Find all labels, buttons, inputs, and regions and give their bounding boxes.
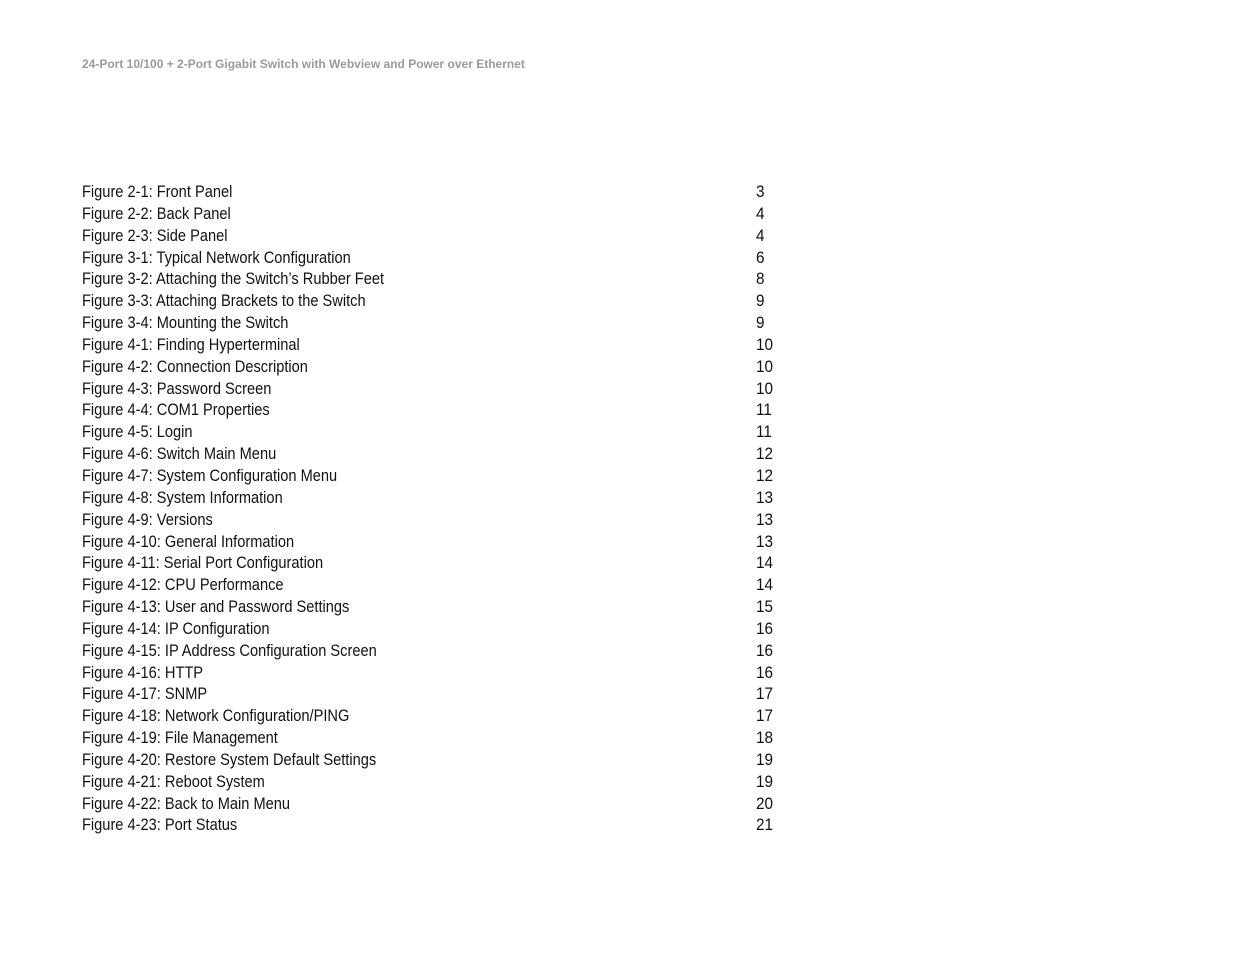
list-item bbox=[82, 203, 802, 225]
figure-page-number: 4 bbox=[756, 225, 765, 245]
figure-title: Figure 4-14: IP Configuration bbox=[82, 618, 270, 638]
figure-page-number: 9 bbox=[756, 291, 765, 311]
figure-title: Figure 4-3: Password Screen bbox=[82, 378, 272, 398]
figure-title: Figure 3-1: Typical Network Configuration bbox=[82, 247, 351, 267]
figure-title: Figure 4-5: Login bbox=[82, 422, 193, 442]
figure-page-number: 16 bbox=[756, 640, 774, 660]
figure-title: Figure 4-12: CPU Performance bbox=[82, 575, 284, 595]
figure-title: Figure 4-22: Back to Main Menu bbox=[82, 793, 291, 813]
figure-title: Figure 4-18: Network Configuration/PING bbox=[82, 706, 350, 726]
figure-page-number: 14 bbox=[756, 553, 774, 573]
figure-title: Figure 4-7: System Configuration Menu bbox=[82, 465, 338, 485]
list-item bbox=[82, 531, 802, 553]
figure-page-number: 15 bbox=[756, 597, 774, 617]
figure-title: Figure 4-15: IP Address Configuration Screen bbox=[82, 640, 377, 660]
figure-title: Figure 3-3: Attaching Brackets to the Switch bbox=[82, 291, 366, 311]
figure-page-number: 20 bbox=[756, 793, 774, 813]
figure-page-number: 12 bbox=[756, 465, 774, 485]
figure-page-number: 13 bbox=[756, 531, 774, 551]
figure-page-number: 11 bbox=[756, 422, 772, 442]
list-item bbox=[82, 268, 802, 290]
list-item bbox=[82, 509, 802, 531]
figure-page-number: 13 bbox=[756, 509, 774, 529]
figure-title: Figure 3-4: Mounting the Switch bbox=[82, 313, 289, 333]
figure-page-number: 12 bbox=[756, 444, 774, 464]
figure-title: Figure 4-16: HTTP bbox=[82, 662, 204, 682]
figure-page-number: 10 bbox=[756, 378, 774, 398]
list-of-figures bbox=[82, 181, 802, 836]
list-item bbox=[82, 421, 802, 443]
list-item bbox=[82, 662, 802, 684]
figure-title: Figure 4-4: COM1 Properties bbox=[82, 400, 270, 420]
figure-page-number: 9 bbox=[756, 313, 765, 333]
list-item bbox=[82, 356, 802, 378]
list-item bbox=[82, 771, 802, 793]
figure-title: Figure 4-11: Serial Port Configuration bbox=[82, 553, 324, 573]
figure-title: Figure 4-2: Connection Description bbox=[82, 356, 308, 376]
list-item bbox=[82, 683, 802, 705]
list-item bbox=[82, 552, 802, 574]
figure-page-number: 17 bbox=[756, 706, 774, 726]
list-item bbox=[82, 814, 802, 836]
figure-page-number: 16 bbox=[756, 618, 774, 638]
figure-page-number: 4 bbox=[756, 203, 765, 223]
running-header: 24-Port 10/100 + 2-Port Gigabit Switch with Webview and Power over Ethernet bbox=[82, 57, 525, 71]
list-item bbox=[82, 574, 802, 596]
figure-title: Figure 4-9: Versions bbox=[82, 509, 213, 529]
figure-page-number: 16 bbox=[756, 662, 774, 682]
figure-title: Figure 4-17: SNMP bbox=[82, 684, 208, 704]
list-item bbox=[82, 749, 802, 771]
list-item bbox=[82, 312, 802, 334]
figure-page-number: 21 bbox=[756, 815, 774, 835]
list-item bbox=[82, 618, 802, 640]
list-item bbox=[82, 247, 802, 269]
figure-page-number: 10 bbox=[756, 334, 774, 354]
list-item bbox=[82, 487, 802, 509]
figure-title: Figure 2-3: Side Panel bbox=[82, 225, 228, 245]
figure-page-number: 6 bbox=[756, 247, 765, 267]
list-item bbox=[82, 290, 802, 312]
figure-title: Figure 4-20: Restore System Default Settings bbox=[82, 749, 377, 769]
figure-page-number: 10 bbox=[756, 356, 774, 376]
figure-title: Figure 2-2: Back Panel bbox=[82, 203, 231, 223]
list-item bbox=[82, 378, 802, 400]
figure-page-number: 3 bbox=[756, 182, 765, 201]
figure-page-number: 18 bbox=[756, 728, 774, 748]
figure-title: Figure 4-10: General Information bbox=[82, 531, 295, 551]
figure-page-number: 13 bbox=[756, 487, 774, 507]
figure-page-number: 8 bbox=[756, 269, 765, 289]
list-item bbox=[82, 640, 802, 662]
figure-page-number: 17 bbox=[756, 684, 774, 704]
figure-title: Figure 4-21: Reboot System bbox=[82, 771, 265, 791]
figure-page-number: 14 bbox=[756, 575, 774, 595]
figure-page-number: 19 bbox=[756, 749, 774, 769]
figure-title: Figure 4-23: Port Status bbox=[82, 815, 238, 835]
list-item bbox=[82, 596, 802, 618]
figure-title: Figure 4-13: User and Password Settings bbox=[82, 597, 350, 617]
list-item bbox=[82, 181, 802, 203]
figure-title: Figure 4-1: Finding Hyperterminal bbox=[82, 334, 300, 354]
figure-page-number: 11 bbox=[756, 400, 772, 420]
figure-title: Figure 4-8: System Information bbox=[82, 487, 283, 507]
list-item bbox=[82, 727, 802, 749]
figure-title: Figure 3-2: Attaching the Switch’s Rubber Feet bbox=[82, 269, 385, 289]
figure-title: Figure 4-6: Switch Main Menu bbox=[82, 444, 277, 464]
list-item bbox=[82, 399, 802, 421]
figure-title: Figure 4-19: File Management bbox=[82, 728, 278, 748]
list-item bbox=[82, 334, 802, 356]
list-item bbox=[82, 225, 802, 247]
figure-title: Figure 2-1: Front Panel bbox=[82, 182, 233, 201]
list-item bbox=[82, 443, 802, 465]
list-item bbox=[82, 705, 802, 727]
list-item bbox=[82, 793, 802, 815]
list-item bbox=[82, 465, 802, 487]
figure-page-number: 19 bbox=[756, 771, 774, 791]
